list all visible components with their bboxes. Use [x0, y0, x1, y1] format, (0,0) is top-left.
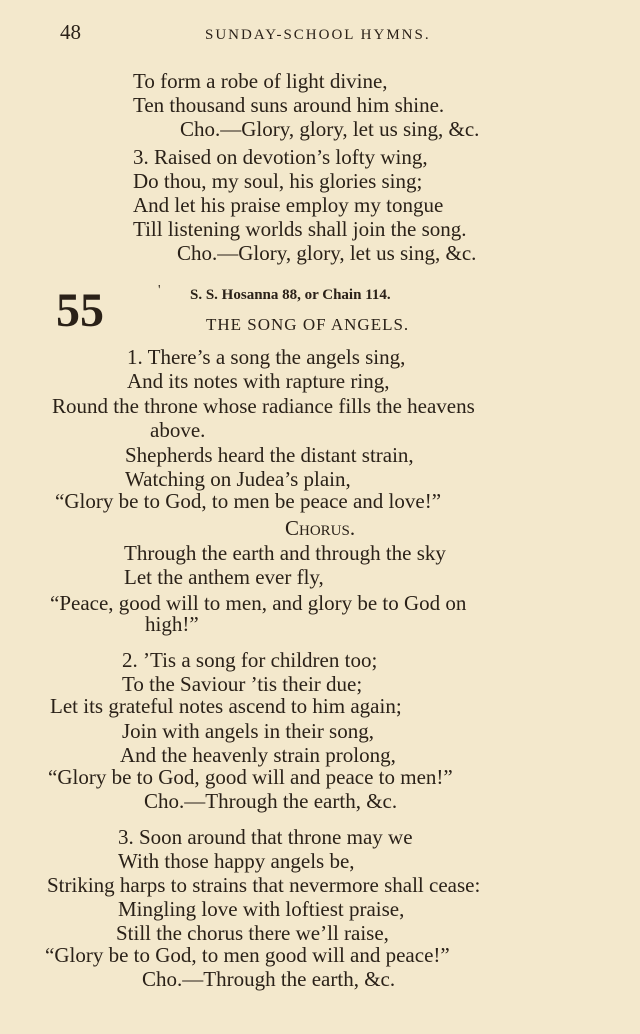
hymn-number: 55: [56, 284, 104, 337]
continuation-line: 3. Raised on devotion’s lofty wing,: [133, 145, 428, 169]
verse-line: Join with angels in their song,: [122, 719, 374, 743]
chorus-line: Let the anthem ever fly,: [124, 565, 324, 589]
verse-line: With those happy angels be,: [118, 849, 355, 873]
verse-line: Let its grateful notes ascend to him again;: [50, 694, 402, 718]
chorus-cue: Cho.—Through the earth, &c.: [144, 789, 398, 813]
chorus-cue: Cho.—Glory, glory, let us sing, &c.: [177, 241, 477, 265]
continuation-line: Till listening worlds shall join the song.: [133, 217, 467, 241]
tune-reference: S. S. Hosanna 88, or Chain 114.: [190, 287, 391, 303]
running-head: SUNDAY-SCHOOL HYMNS.: [205, 27, 431, 43]
hymn-title: THE SONG OF ANGELS.: [206, 315, 410, 334]
continuation-line: To form a robe of light divine,: [133, 69, 388, 93]
verse-line: Watching on Judea’s plain,: [125, 467, 351, 491]
chorus-line: Through the earth and through the sky: [124, 541, 446, 565]
continuation-line: Ten thousand suns around him shine.: [133, 93, 445, 117]
chorus-line: “Peace, good will to men, and glory be to God on: [50, 591, 467, 615]
verse-line: above.: [150, 418, 206, 442]
verse-line: 3. Soon around that throne may we: [118, 825, 413, 849]
verse-line: 2. ’Tis a song for children too;: [122, 648, 378, 672]
verse-line: Shepherds heard the distant strain,: [125, 443, 414, 467]
chorus-label: Chorus.: [285, 516, 356, 540]
chorus-line: high!”: [145, 612, 199, 636]
page-number: 48: [60, 20, 81, 44]
verse-line: Mingling love with loftiest praise,: [118, 897, 405, 921]
verse-line: And the heavenly strain prolong,: [120, 743, 396, 767]
verse-line: “Glory be to God, to men good will and peace!”: [45, 943, 450, 967]
continuation-line: Do thou, my soul, his glories sing;: [133, 169, 423, 193]
continuation-line: And let his praise employ my tongue: [133, 193, 444, 217]
verse-line: “Glory be to God, to men be peace and love!”: [55, 489, 442, 513]
chorus-cue: Cho.—Through the earth, &c.: [142, 967, 396, 991]
verse-line: Round the throne whose radiance fills the heavens: [52, 394, 475, 418]
chorus-cue: Cho.—Glory, glory, let us sing, &c.: [180, 117, 480, 141]
verse-line: To the Saviour ’tis their due;: [122, 672, 363, 696]
verse-line: 1. There’s a song the angels sing,: [127, 345, 406, 369]
verse-line: Still the chorus there we’ll raise,: [116, 921, 389, 945]
print-mark: ': [158, 283, 161, 298]
verse-line: “Glory be to God, good will and peace to men!”: [48, 765, 453, 789]
verse-line: And its notes with rapture ring,: [127, 369, 390, 393]
verse-line: Striking harps to strains that nevermore shall cease:: [47, 873, 481, 897]
